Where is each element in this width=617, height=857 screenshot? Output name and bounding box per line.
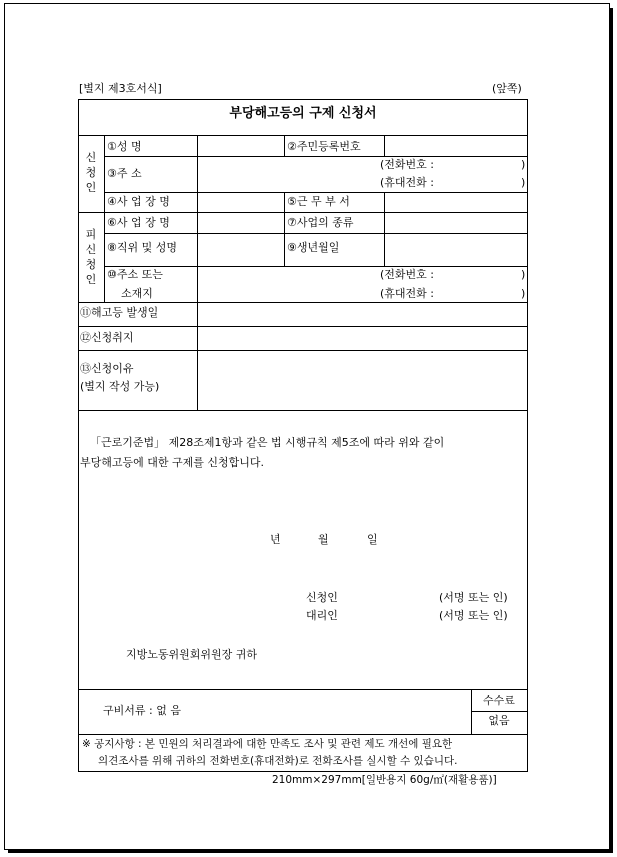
date-month: 월: [318, 533, 329, 546]
applicant-section-label: 신 청 인: [85, 151, 97, 194]
row-divider-7: [78, 410, 528, 411]
resp-workplace-col-divider: [197, 212, 198, 233]
notice-line-2: 의견조사를 위해 귀하의 전화번호(휴대전화)로 전화조사를 실시할 수 있습니다.: [98, 755, 458, 767]
business-type-label: ⑦사업의 종류: [287, 216, 354, 229]
dept-col-divider-1: [284, 192, 285, 212]
applicant-mobile-close: ): [521, 176, 526, 189]
row-divider-1: [104, 156, 528, 157]
workplace-col-divider: [197, 192, 198, 212]
table-border-left: [78, 99, 79, 771]
signature-note-applicant: (서명 또는 인): [439, 591, 508, 604]
statement-line-1: 「근로기준법」 제28조제1항과 같은 법 시행규칙 제5조에 따라 위와 같이: [90, 436, 445, 449]
form-title: 부당해고등의 구제 신청서: [229, 106, 377, 121]
signer-applicant: 신청인: [306, 591, 338, 604]
applicant-workplace-label: ④사 업 장 명: [107, 195, 170, 208]
row-divider-4: [104, 266, 528, 267]
dismissal-date-label: ⑪해고등 발생일: [80, 306, 159, 319]
row-divider-8: [78, 689, 528, 690]
name-col-divider: [197, 135, 198, 156]
dept-col-divider-2: [384, 192, 385, 212]
attachments: 구비서류 : 없 음: [103, 704, 181, 717]
date-day: 일: [367, 533, 378, 546]
addressee: 지방노동위원회위원장 귀하: [126, 648, 258, 661]
date-year: 년: [270, 533, 281, 546]
position-label: ⑧직위 및 성명: [107, 241, 177, 254]
notice-line-1: ※ 공지사항 : 본 민원의 처리결과에 대한 만족도 조사 및 관련 제도 개선에 필요한: [82, 738, 453, 750]
statement-line-2: 부당해고등에 대한 구제를 신청합니다.: [80, 456, 265, 469]
name-label: ①성 명: [107, 140, 142, 153]
department-label: ⑤근 무 부 서: [287, 195, 350, 208]
table-border-bottom: [78, 771, 528, 772]
birth-col-divider-2: [384, 233, 385, 266]
signer-agent: 대리인: [306, 609, 338, 622]
respondent-address-label-1: ⑩주소 또는: [107, 268, 163, 281]
rrn-col-divider-2: [384, 135, 385, 156]
fee-divider: [471, 711, 528, 712]
row-divider-6: [78, 350, 528, 351]
form-id: [별지 제3호서식]: [79, 82, 162, 95]
applicant-mobile-label: (휴대전화 :: [380, 176, 434, 189]
address-col-divider: [197, 156, 198, 192]
position-col-divider: [197, 233, 198, 266]
rrn-label: ②주민등록번호: [287, 140, 361, 153]
row-divider-2: [104, 192, 528, 193]
rrn-col-divider-1: [284, 135, 285, 156]
section-divider-applicant: [78, 212, 528, 213]
resp-address-col-divider: [197, 266, 198, 302]
birth-col-divider-1: [284, 233, 285, 266]
respondent-section-label: 피 신 청 인: [85, 228, 97, 286]
signature-note-agent: (서명 또는 인): [439, 609, 508, 622]
address-label: ③주 소: [107, 167, 142, 180]
respondent-mobile-close: ): [521, 287, 526, 300]
page-side: (앞쪽): [492, 82, 522, 95]
section-divider-respondent: [78, 302, 528, 303]
section-column-divider: [104, 135, 105, 302]
row-divider-9: [78, 734, 528, 735]
fee-label: 수수료: [483, 694, 515, 707]
respondent-phone-label: (전화번호 :: [380, 268, 434, 281]
label-col-divider-lower: [197, 302, 198, 410]
paper-spec: 210mm×297mm[일반용지 60g/㎡(재활용품)]: [272, 774, 497, 786]
reason-label-2: (별지 작성 가능): [80, 380, 160, 393]
table-border-right: [527, 99, 528, 771]
birth-label: ⑨생년월일: [287, 241, 340, 254]
biz-col-divider-1: [284, 212, 285, 233]
biz-col-divider-2: [384, 212, 385, 233]
request-purpose-label: ⑫신청취지: [80, 331, 134, 344]
reason-label-1: ⑬신청이유: [80, 362, 134, 375]
respondent-address-label-2: 소재지: [121, 287, 153, 300]
applicant-phone-label: (전화번호 :: [380, 158, 434, 171]
respondent-mobile-label: (휴대전화 :: [380, 287, 434, 300]
row-divider-5: [78, 326, 528, 327]
row-divider-3: [104, 233, 528, 234]
table-border-top: [78, 99, 528, 100]
applicant-phone-close: ): [521, 158, 526, 171]
fee-value: 없음: [488, 714, 510, 727]
respondent-workplace-label: ⑥사 업 장 명: [107, 216, 170, 229]
title-divider: [78, 135, 528, 136]
respondent-phone-close: ): [521, 268, 526, 281]
